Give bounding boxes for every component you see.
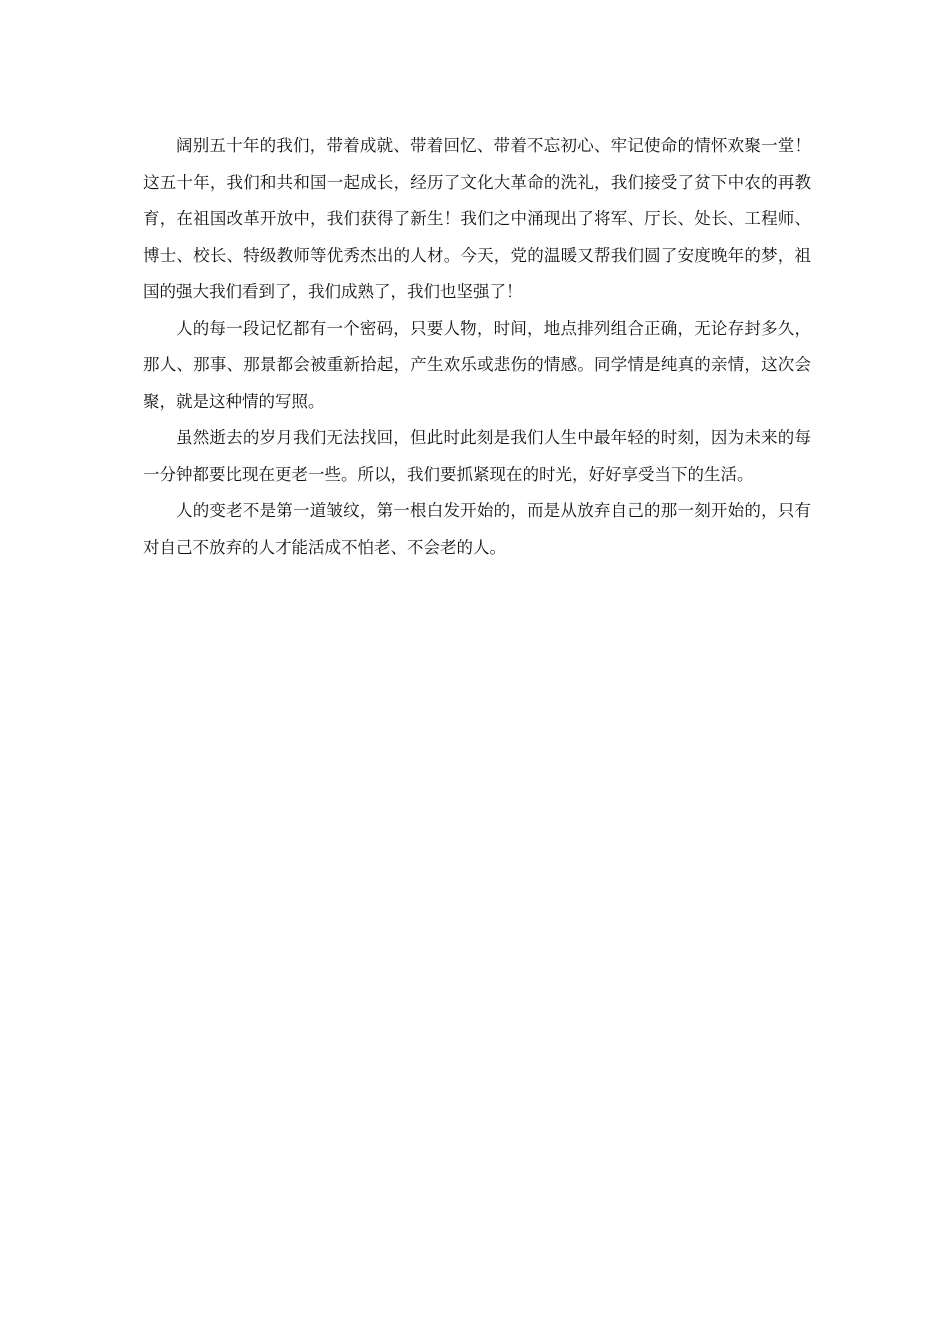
paragraph-3: 虽然逝去的岁月我们无法找回，但此时此刻是我们人生中最年轻的时刻，因为未来的每一分钟都要比现在更老一些。所以，我们要抓紧现在的时光，好好享受当下的生活。 bbox=[143, 428, 811, 484]
paragraph-4: 人的变老不是第一道皱纹，第一根白发开始的，而是从放弃自己的那一刻开始的，只有对自己不放弃的人才能活成不怕老、不会老的人。 bbox=[143, 501, 811, 557]
paragraph-2: 人的每一段记忆都有一个密码，只要人物，时间，地点排列组合正确，无论存封多久，那人、那事、那景都会被重新拾起，产生欢乐或悲伤的情感。同学情是纯真的亲情，这次会聚，就是这种情的写照。 bbox=[143, 318, 811, 411]
paragraph-1: 阔别五十年的我们，带着成就、带着回忆、带着不忘初心、牢记使命的情怀欢聚一堂！这五十年，我们和共和国一起成长，经历了文化大革命的洗礼，我们接受了贫下中农的再教育，在祖国改革开放中，我们获得了新生！我们之中涌现出了将军、厅长、处长、工程师、博士、校长、特级教师等优秀杰出的人材。今天，党的温暖又帮我们圆了安度晚年的梦，祖国的强大我们看到了，我们成熟了，我们也坚强了！ bbox=[143, 136, 811, 301]
document-body bbox=[143, 128, 811, 566]
